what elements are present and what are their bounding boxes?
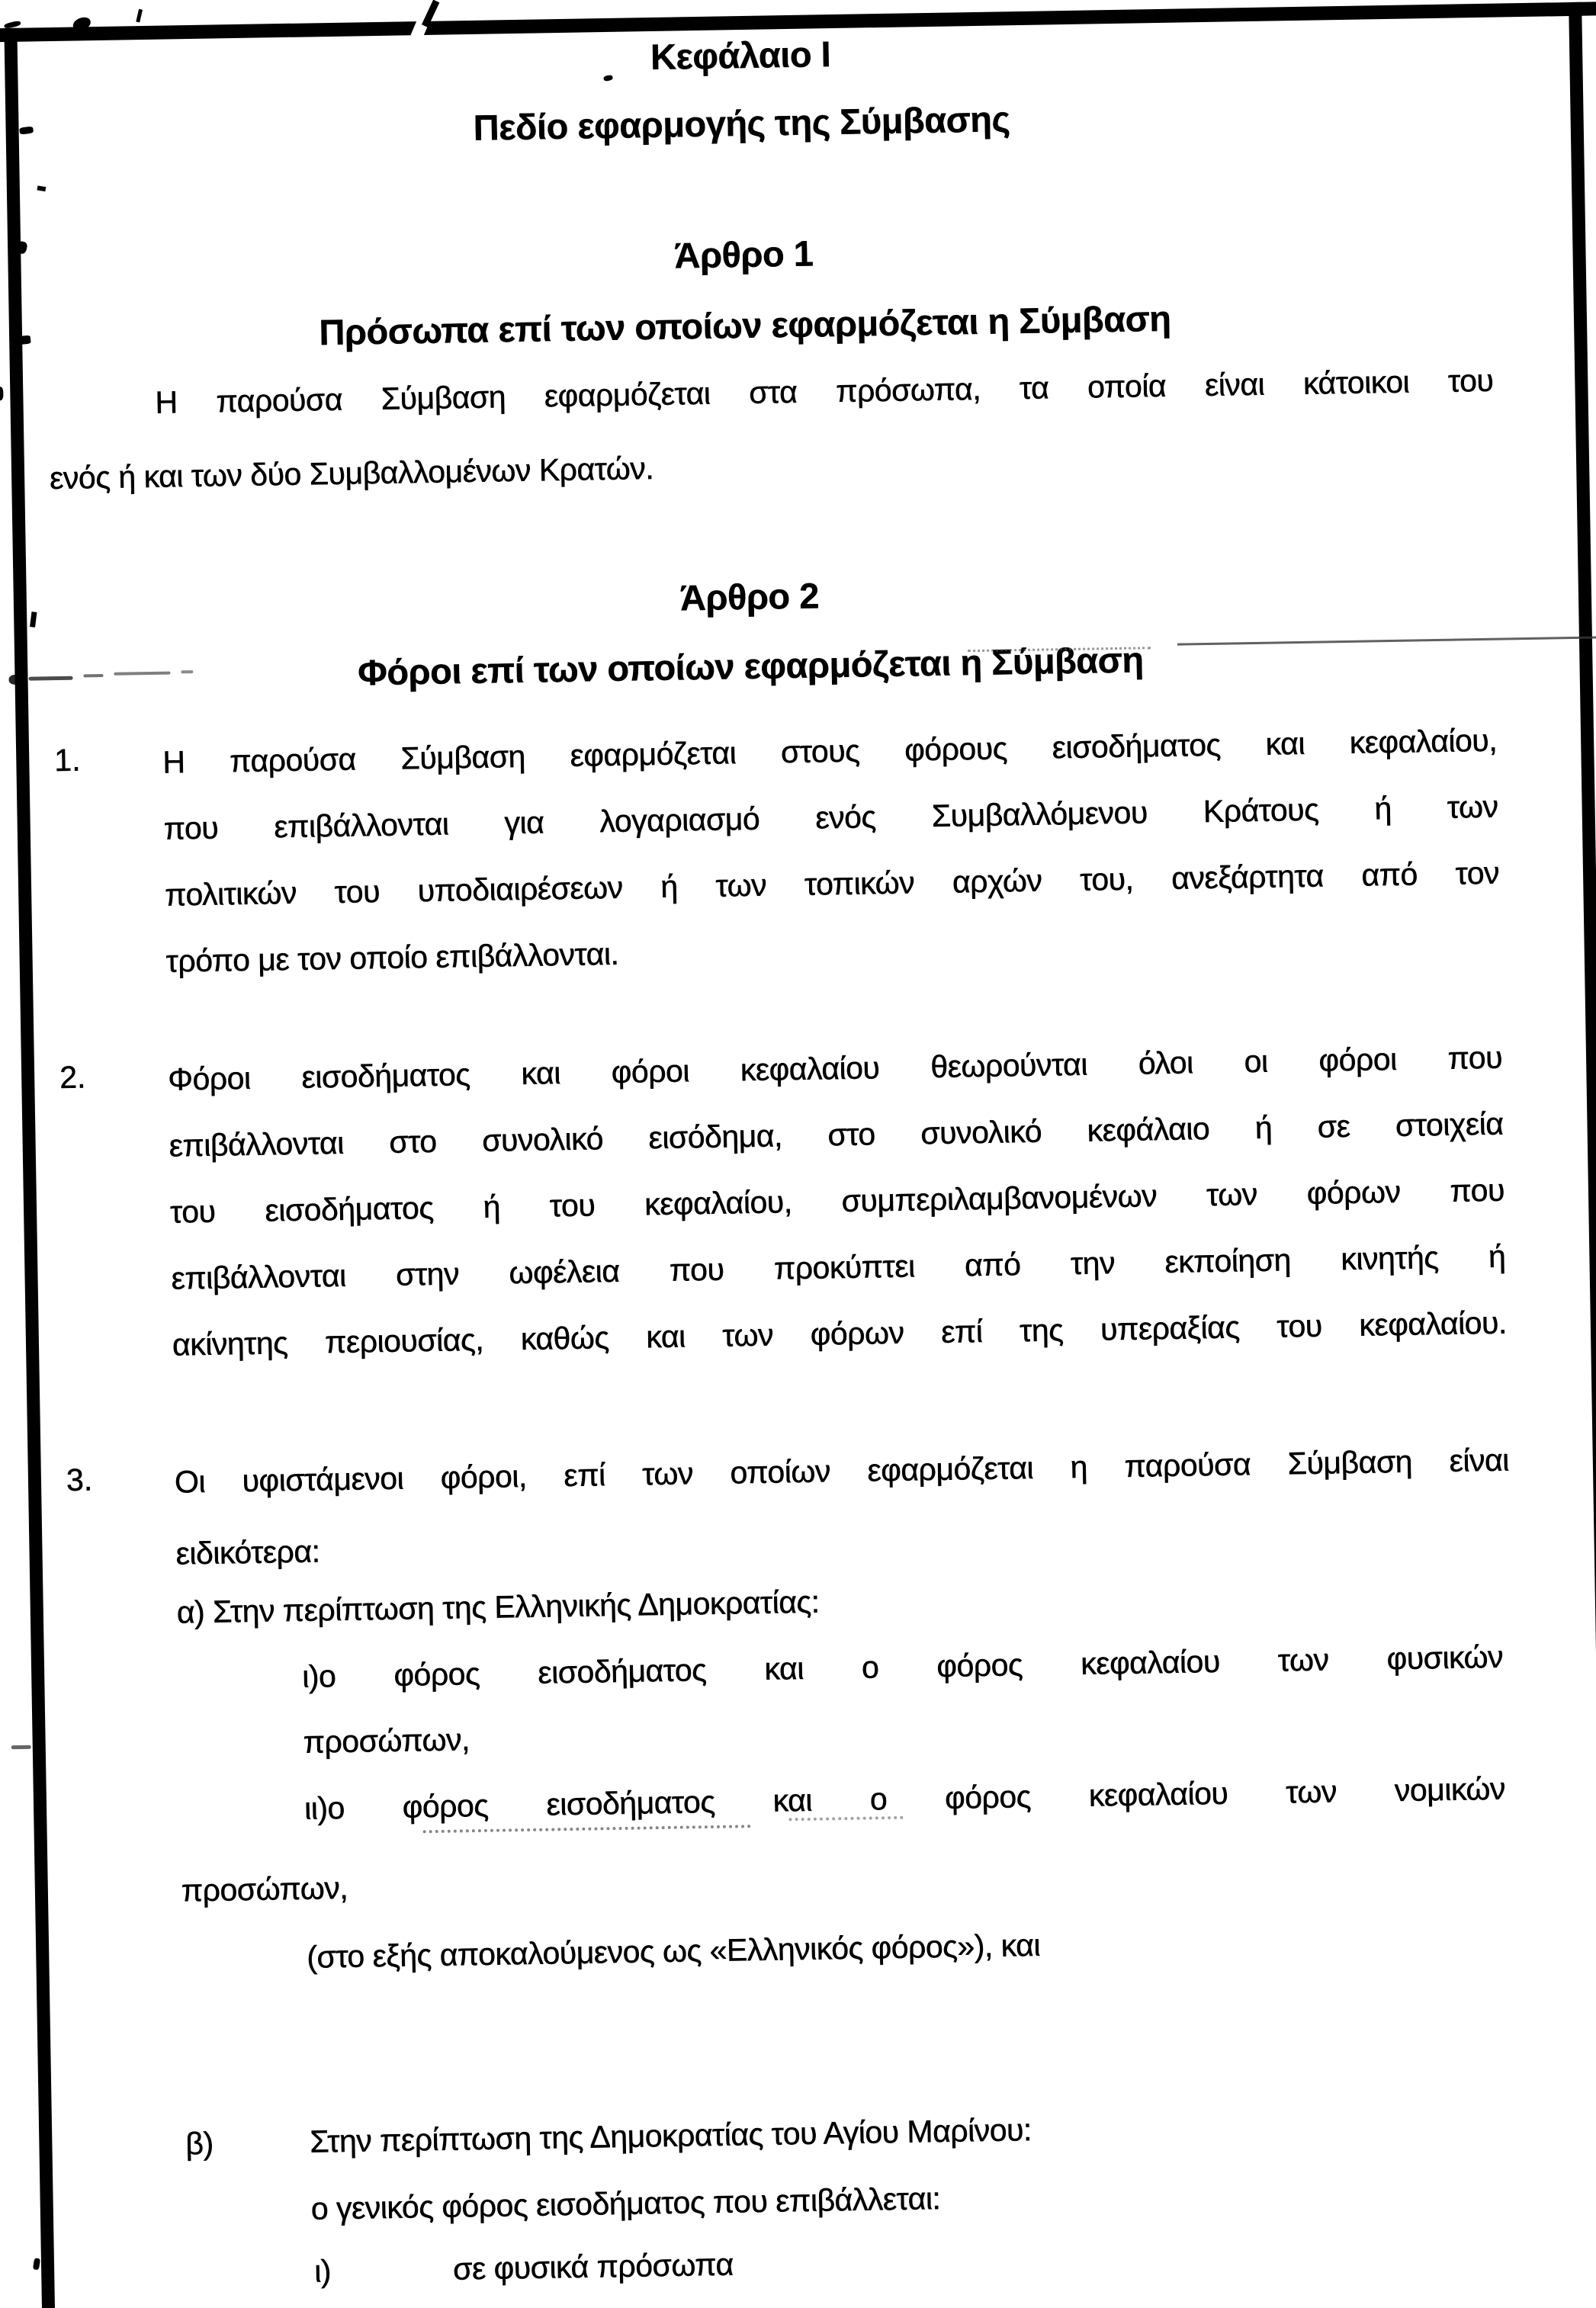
scan-edge-right <box>1569 2 1596 1985</box>
para-1-number: 1. <box>53 742 81 778</box>
noise-mark <box>0 387 3 400</box>
article-1-subtitle: Πρόσωπα επί των οποίων εφαρμόζεται η Σύμβαση <box>319 297 1171 353</box>
para-3-line-2: ειδικότερα: <box>175 1533 320 1571</box>
para-3-item-a-intro: α) Στην περίπτωση της Ελληνικής Δημοκρατίας: <box>176 1584 820 1630</box>
noise-mark <box>37 185 46 191</box>
para-3-item-a-sub-ii-line-2: προσώπων, <box>181 1870 348 1908</box>
para-1-line-4: τρόπο με τον οποίο επιβάλλονται. <box>165 936 619 979</box>
article-1-line-2: ενός ή και των δύο Συμβαλλομένων Κρατών. <box>49 451 654 496</box>
para-3-item-b-intro: Στην περίπτωση της Δημοκρατίας του Αγίου Μαρίνου: <box>310 2112 1032 2159</box>
para-1-line-2: που επιβάλλονται για λογαριασμό ενός Συμβαλλόμενου Κράτους ή των <box>163 788 1498 846</box>
para-3-item-b-label: β) <box>185 2125 214 2162</box>
noise-mark <box>33 2258 40 2270</box>
para-2-line-4: επιβάλλονται στην ωφέλεια που προκύπτει από την εκποίηση κινητής ή <box>171 1238 1506 1296</box>
para-3-number: 3. <box>66 1462 93 1497</box>
noise-mark <box>37 1744 41 1748</box>
article-1-line-1: Η παρούσα Σύμβαση εφαρμόζεται στα πρόσωπα, τα οποία είναι κάτοικοι του <box>155 362 1494 420</box>
article-1-title: Άρθρο 1 <box>674 233 814 276</box>
para-1-line-1: Η παρούσα Σύμβαση εφαρμόζεται στους φόρους εισοδήματος και κεφαλαίου, <box>162 722 1498 780</box>
para-3-item-a-closing: (στο εξής αποκαλούμενος ως «Ελληνικός φόρος»), και <box>307 1927 1041 1975</box>
article-2-title: Άρθρο 2 <box>679 575 820 618</box>
noise-mark <box>14 335 31 345</box>
para-3-item-a-sub-ii-line-1: ιι)ο φόρος εισοδήματος και ο φόρος κεφαλαίου των νομικών <box>303 1770 1506 1826</box>
para-2-line-2: επιβάλλονται στο συνολικό εισόδημα, στο συνολικό κεφάλαιο ή σε στοιχεία <box>169 1106 1504 1164</box>
para-3-item-b-sub-i-text: σε φυσικά πρόσωπα <box>452 2246 734 2287</box>
noise-mark <box>136 9 143 23</box>
para-3-line-1: Οι υφιστάμενοι φόροι, επί των οποίων εφαρμόζεται η παρούσα Σύμβαση είναι <box>174 1442 1510 1500</box>
para-3-item-a-sub-i-line-2: προσώπων, <box>303 1722 470 1760</box>
para-3-item-b-line-2: ο γενικός φόρος εισοδήματος που επιβάλλεται: <box>310 2181 941 2226</box>
para-2-line-3: του εισοδήματος ή του κεφαλαίου, συμπεριλαμβανομένων των φόρων που <box>169 1172 1505 1230</box>
chapter-subtitle: Πεδίο εφαρμογής της Σύμβασης <box>473 98 1010 148</box>
para-3-item-a-sub-i-line-1: ι)ο φόρος εισοδήματος και ο φόρος κεφαλαίου των φυσικών <box>301 1639 1504 1694</box>
scan-edge-left <box>4 28 56 2308</box>
article-2-subtitle: Φόροι επί των οποίων εφαρμόζεται η Σύμβαση <box>357 639 1144 693</box>
para-2-line-1: Φόροι εισοδήματος και φόροι κεφαλαίου θεωρούνται όλοι οι φόροι που <box>167 1039 1503 1097</box>
noise-mark <box>11 1745 31 1749</box>
para-2-number: 2. <box>59 1059 86 1096</box>
para-3-item-b-sub-i-label: ι) <box>313 2253 332 2289</box>
chapter-heading: Κεφάλαιο I <box>650 34 831 77</box>
para-1-line-3: πολιτικών του υποδιαιρέσεων ή των τοπικών αρχών του, ανεξάρτητα από τον <box>164 855 1500 913</box>
para-2-line-5: ακίνητης περιουσίας, καθώς και των φόρων επί της υπεραξίας του κεφαλαίου. <box>172 1305 1508 1363</box>
noise-mark <box>603 75 613 82</box>
